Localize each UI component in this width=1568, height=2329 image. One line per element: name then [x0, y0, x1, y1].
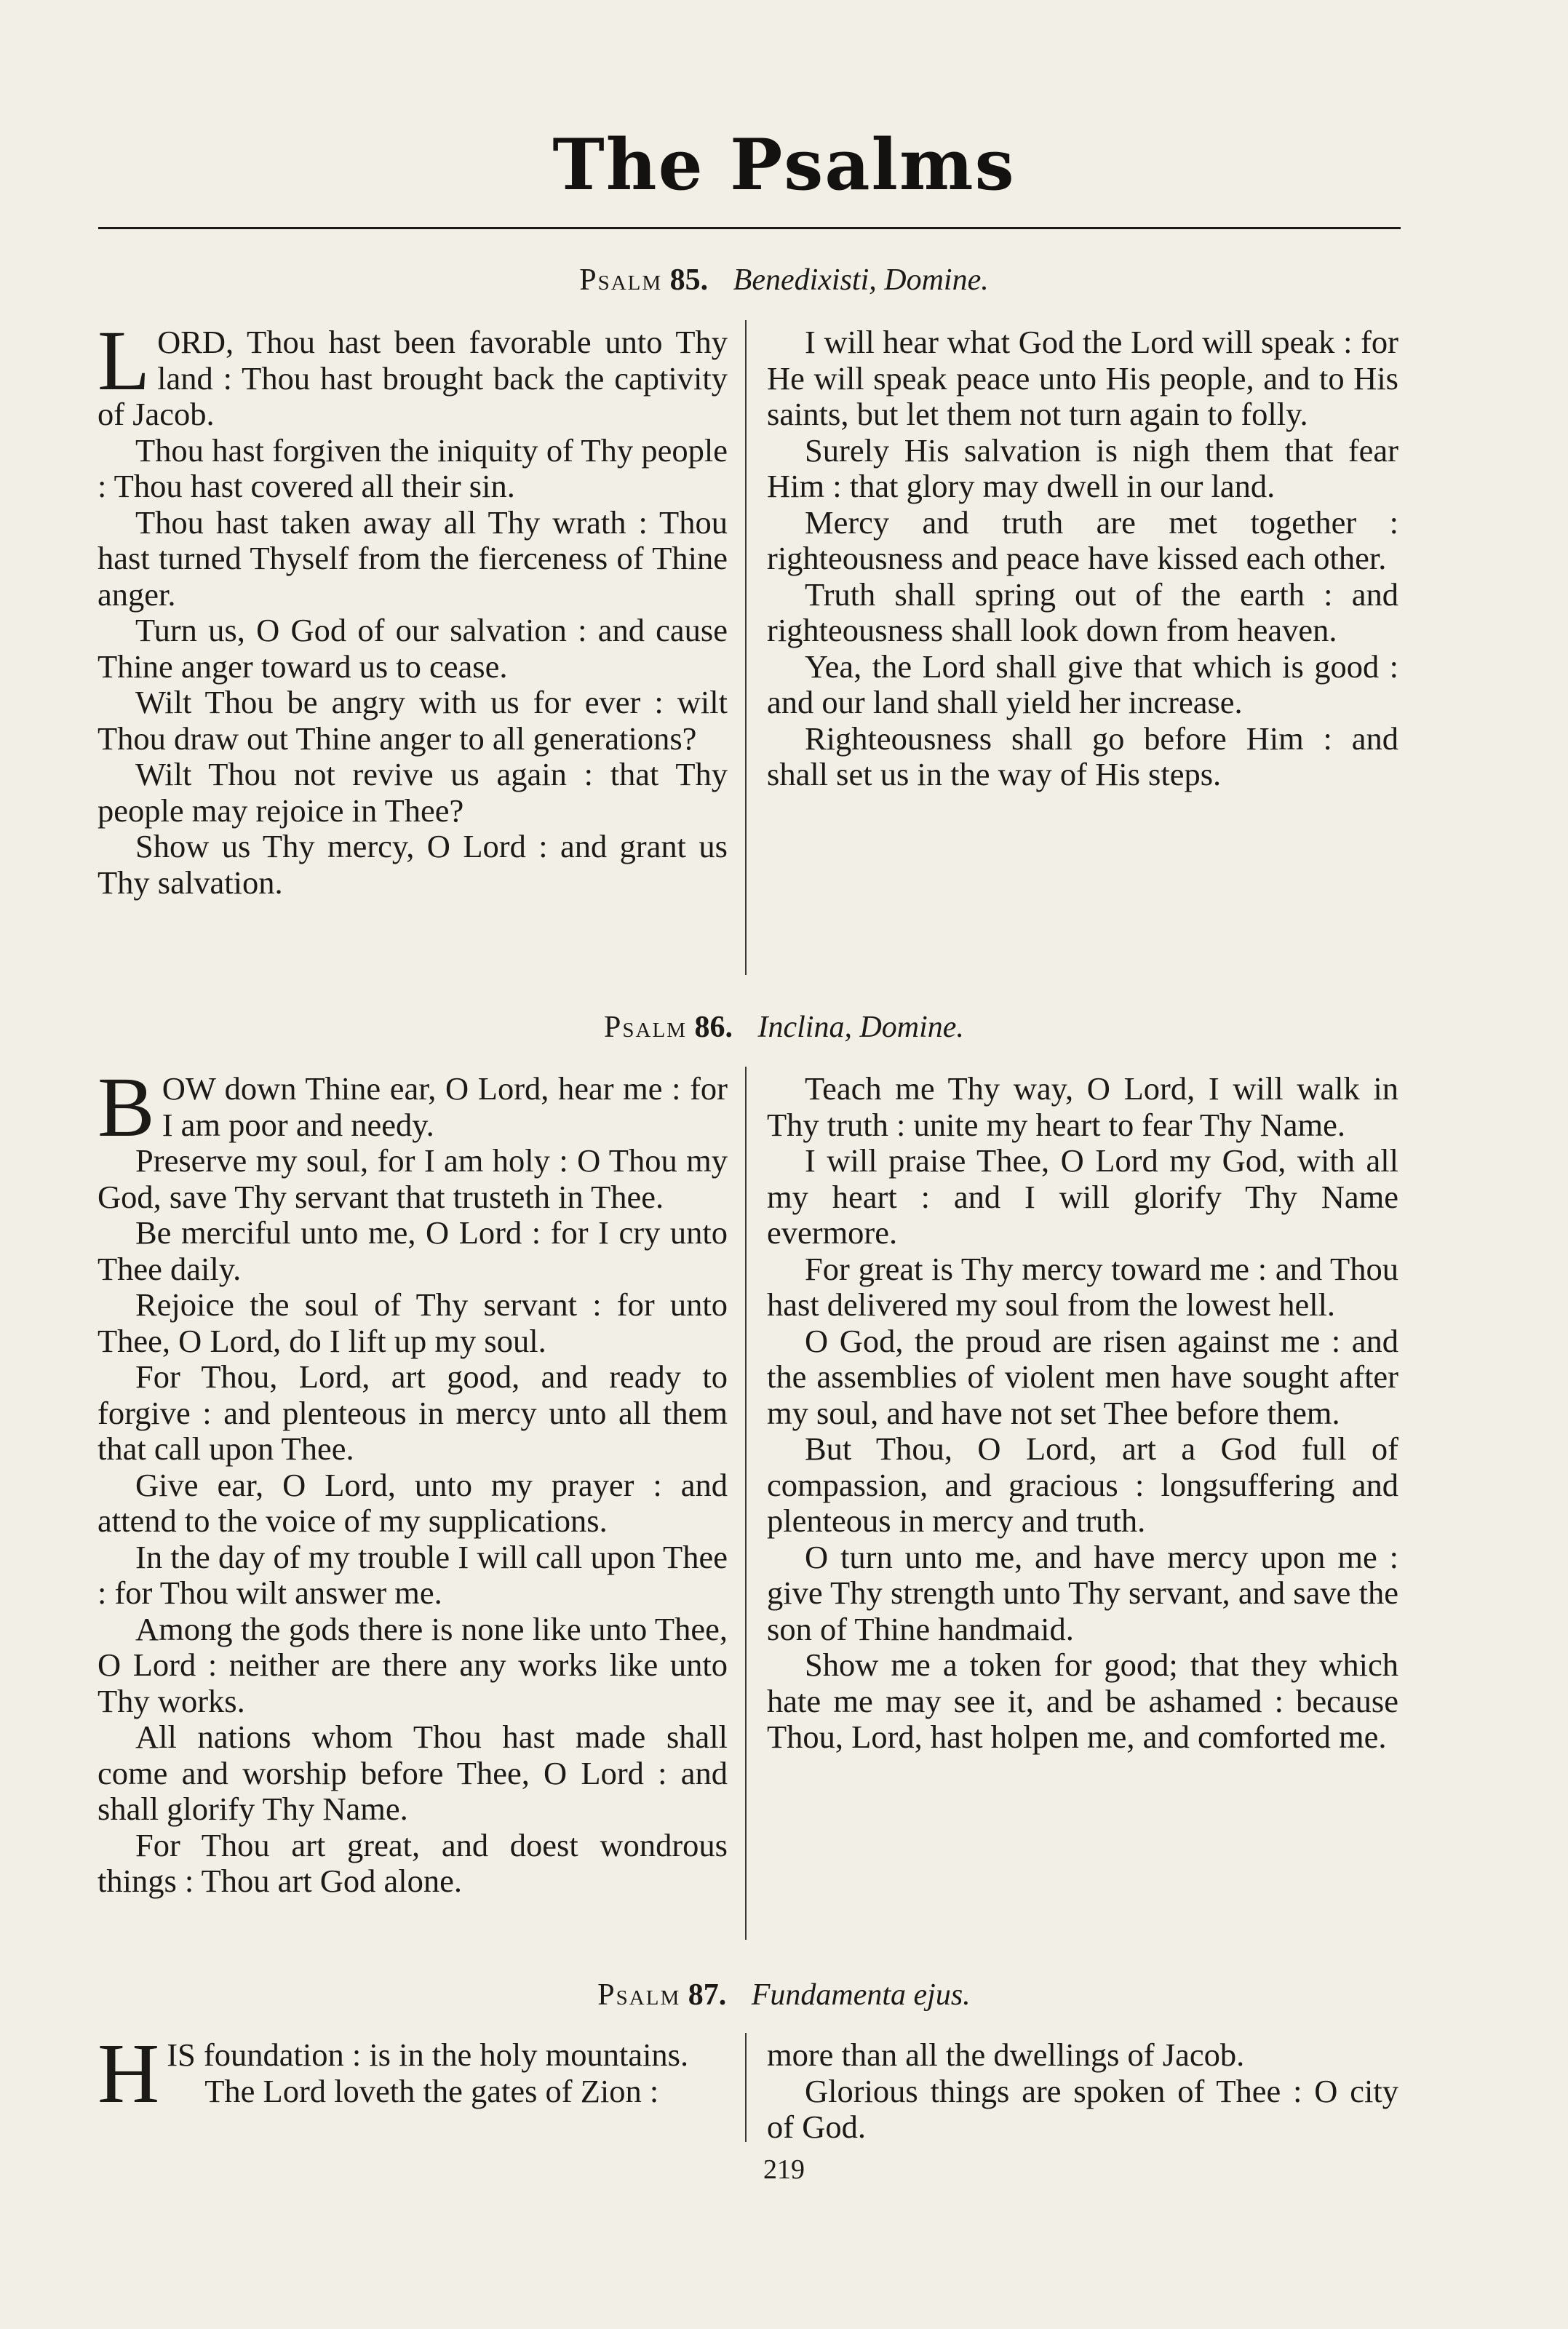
psalm-word: Psalm — [604, 1011, 687, 1044]
verse-text: ORD, Thou hast been favorable unto Thy land : Thou hast brought back the captivity of Jacob. — [97, 324, 728, 432]
verse: Thou hast forgiven the iniquity of Thy people : Thou hast covered all their sin. — [97, 431, 728, 504]
verse: Thou hast taken away all Thy wrath : Thou hast turned Thyself from the fierceness of Thine anger. — [97, 503, 728, 613]
verse: Turn us, O God of our salvation : and cause Thine anger toward us to cease. — [97, 612, 728, 685]
verse: The Lord loveth the gates of Zion : — [204, 2072, 659, 2109]
verse: In the day of my trouble I will call upon Thee : for Thou wilt answer me. — [97, 1538, 728, 1611]
psalm-87-heading — [0, 1973, 1568, 2017]
verse: For Thou art great, and doest wondrous things : Thou art God alone. — [97, 1826, 728, 1899]
psalm-85-heading — [0, 258, 1568, 302]
psalm-number: 85. — [669, 263, 709, 297]
psalm-87-left-column — [97, 2026, 728, 2121]
verse: O turn unto me, and have mercy upon me : give Thy strength unto Thy servant, and save the son of Thine handmaid. — [767, 1538, 1398, 1647]
verse: Surely His salvation is nigh them that fear Him : that glory may dwell in our land. — [767, 431, 1398, 504]
psalm-word: Psalm — [579, 263, 663, 297]
verse: more than all the dwellings of Jacob. — [767, 2037, 1245, 2073]
psalm-86-heading — [0, 1006, 1568, 1049]
psalm-86-right-column — [767, 1071, 1398, 1756]
psalm-85-right-column — [767, 325, 1398, 793]
psalm-number: 86. — [694, 1011, 733, 1044]
verse: Show me a token for good; that they which hate me may see it, and be ashamed : because Thou, Lord, hast holpen me, and comforted me. — [767, 1647, 1398, 1755]
verse: O God, the proud are risen against me : and the assemblies of violent men have sought after my soul, and have not set Thee before them. — [767, 1322, 1398, 1431]
verse: Truth shall spring out of the earth : and righteousness shall look down from heaven. — [767, 576, 1398, 648]
verse: Mercy and truth are met together : righteousness and peace have kissed each other. — [767, 503, 1398, 576]
verse: For great is Thy mercy toward me : and Thou hast delivered my soul from the lowest hell. — [767, 1250, 1398, 1323]
psalm-86-left-column — [97, 1059, 728, 1900]
verse: I will praise Thee, O Lord my God, with all my heart : and I will glorify Thy Name evermore. — [767, 1142, 1398, 1251]
verse: Wilt Thou not revive us again : that Thy people may rejoice in Thee? — [97, 756, 728, 829]
psalm-incipit: Inclina, Domine. — [757, 1011, 964, 1044]
verse: Teach me Thy way, O Lord, I will walk in Thy truth : unite my heart to fear Thy Name. — [767, 1070, 1398, 1143]
psalm-incipit: Benedixisti, Domine. — [733, 263, 989, 297]
verse: Show us Thy mercy, O Lord : and grant us Thy salvation. — [97, 828, 728, 901]
drop-cap: L — [97, 313, 151, 408]
verse: Rejoice the soul of Thy servant : for unto Thee, O Lord, do I lift up my soul. — [97, 1286, 728, 1359]
verse-text: IS foundation : is in the holy mountains. — [167, 2037, 689, 2073]
verse: Glorious things are spoken of Thee : O city of God. — [767, 2072, 1398, 2145]
column-divider — [745, 1067, 747, 1940]
verse: For Thou, Lord, art good, and ready to forgive : and plenteous in mercy unto all them that call upon Thee. — [97, 1358, 728, 1467]
header-rule — [98, 227, 1401, 229]
verse — [97, 313, 728, 433]
psalm-incipit: Fundamenta ejus. — [751, 1978, 971, 2012]
verse: But Thou, O Lord, art a God full of compassion, and gracious : longsuffering and plenteous in mercy and truth. — [767, 1430, 1398, 1539]
psalm-85-left-column — [97, 313, 728, 901]
column-divider — [745, 320, 747, 975]
column-divider — [745, 2033, 747, 2142]
psalm-87-right-column — [767, 2037, 1398, 2146]
verse: Righteousness shall go before Him : and shall set us in the way of His steps. — [767, 720, 1398, 792]
running-title: The Psalms — [552, 124, 1016, 206]
verse: All nations whom Thou hast made shall come and worship before Thee, O Lord : and shall glorify Thy Name. — [97, 1719, 728, 1827]
drop-cap: B — [97, 1059, 155, 1155]
verse: I will hear what God the Lord will speak : for He will speak peace unto His people, and to His saints, but let them not turn again to folly. — [767, 324, 1398, 432]
verse: Yea, the Lord shall give that which is good : and our land shall yield her increase. — [767, 648, 1398, 720]
verse: Be merciful unto me, O Lord : for I cry unto Thee daily. — [97, 1214, 728, 1287]
verse — [97, 1059, 728, 1155]
psalm-word: Psalm — [597, 1978, 681, 2012]
psalm-number: 87. — [688, 1978, 727, 2012]
verse: Preserve my soul, for I am holy : O Thou my God, save Thy servant that trusteth in Thee. — [97, 1142, 728, 1215]
verse-text: OW down Thine ear, O Lord, hear me : for I am poor and needy. — [162, 1070, 728, 1143]
drop-cap: H — [97, 2026, 160, 2121]
page-number: 219 — [763, 2154, 805, 2185]
verse: Among the gods there is none like unto Thee, O Lord : neither are there any works like unto Thy works. — [97, 1610, 728, 1719]
verse: Wilt Thou be angry with us for ever : wilt Thou draw out Thine anger to all generations? — [97, 684, 728, 757]
verse: Give ear, O Lord, unto my prayer : and attend to the voice of my supplications. — [97, 1466, 728, 1539]
